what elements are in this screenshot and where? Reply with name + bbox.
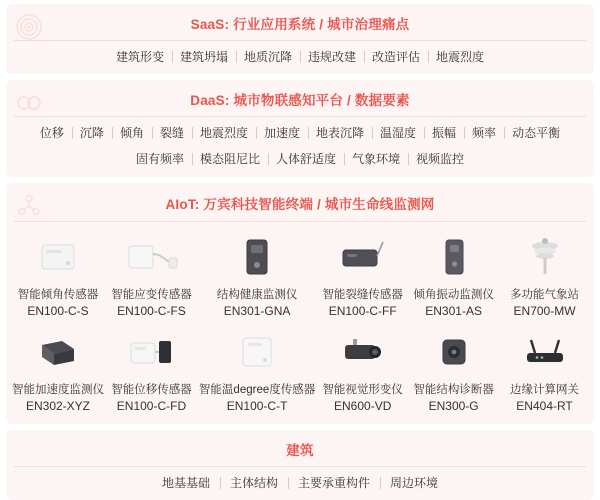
- device-name: 智能应变传感器: [111, 289, 192, 301]
- tag-item[interactable]: 倾角: [112, 124, 152, 142]
- device-name: 倾角振动监测仪: [413, 289, 494, 301]
- tag-item[interactable]: 频率: [464, 124, 504, 142]
- tag-item[interactable]: 建筑坍塌: [172, 48, 236, 66]
- device-model: EN100-C-FD: [116, 399, 187, 413]
- daas-title-rest: 城市物联感知平台 / 数据要素: [229, 93, 410, 108]
- tag-item[interactable]: 建筑形变: [115, 50, 164, 64]
- aiot-title-rest: 万宾科技智能终端 / 城市生命线监测网: [199, 197, 435, 212]
- saas-band-title: [6, 4, 594, 40]
- device-cell[interactable]: [317, 228, 408, 319]
- infinity-icon: [14, 88, 44, 118]
- tag-item[interactable]: 固有频率: [135, 152, 184, 166]
- device-name: 智能结构诊断器: [413, 384, 494, 396]
- aiot-title-prefix: AIoT:: [165, 197, 200, 212]
- device-name: 智能加速度监测仪: [12, 384, 104, 396]
- accelerometer-icon: [12, 323, 104, 381]
- tag-item[interactable]: 主体结构: [220, 474, 288, 492]
- daas-tag-row-1: [6, 117, 594, 150]
- tag-item[interactable]: 动态平衡: [504, 124, 568, 142]
- tag-item[interactable]: 模态阻尼比: [192, 150, 268, 168]
- tag-item[interactable]: 沉降: [72, 124, 112, 142]
- footer-band: [6, 430, 594, 500]
- device-model: EN301-AS: [425, 304, 482, 318]
- temperature-sensor-icon: [199, 323, 315, 381]
- device-name: 智能倾角传感器: [17, 289, 99, 301]
- tag-item[interactable]: 违规改建: [300, 48, 364, 66]
- gateway-router-icon: [501, 323, 588, 381]
- device-model: EN100-C-FF: [328, 304, 397, 318]
- structural-health-monitor-icon: [199, 228, 315, 286]
- device-name: 多功能气象站: [510, 289, 580, 301]
- saas-title-prefix: SaaS:: [190, 17, 230, 32]
- device-model: EN100-C-S: [27, 304, 89, 318]
- tag-item[interactable]: 气象环境: [344, 150, 408, 168]
- saas-tag-row: [6, 41, 594, 74]
- device-cell[interactable]: [106, 323, 197, 414]
- device-model: EN301-GNA: [223, 304, 291, 318]
- footer-tag-row: [6, 467, 594, 500]
- device-name: 智能位移传感器: [111, 384, 192, 396]
- footer-title: 建筑: [286, 443, 314, 458]
- daas-band-title: [6, 80, 594, 116]
- device-grid: [6, 222, 594, 424]
- device-model: EN404-RT: [516, 399, 573, 413]
- daas-title-prefix: DaaS:: [190, 93, 230, 108]
- device-name: 智能裂缝传感器: [322, 289, 403, 301]
- device-cell[interactable]: [408, 323, 499, 414]
- device-name: 结构健康监测仪: [216, 289, 298, 301]
- tag-item[interactable]: 地震烈度: [428, 48, 492, 66]
- device-name: 边缘计算网关: [510, 384, 580, 396]
- tag-item[interactable]: 人体舒适度: [268, 150, 344, 168]
- device-cell[interactable]: [106, 228, 197, 319]
- aiot-band-title: [6, 183, 594, 221]
- device-cell[interactable]: [197, 228, 317, 319]
- vibration-monitor-icon: [410, 228, 497, 286]
- daas-tag-row-2: [6, 150, 594, 177]
- device-model: EN600-VD: [334, 399, 392, 413]
- device-cell[interactable]: [10, 228, 106, 319]
- tilt-sensor-icon: [12, 228, 104, 286]
- displacement-sensor-icon: [108, 323, 195, 381]
- device-name: 智能视觉形变仪: [322, 384, 403, 396]
- device-model: EN700-MW: [513, 304, 576, 318]
- target-rings-icon: [14, 12, 44, 42]
- saas-band: [6, 4, 594, 74]
- saas-title-rest: 行业应用系统 / 城市治理痛点: [229, 17, 410, 32]
- molecule-icon: [14, 191, 44, 221]
- daas-band: [6, 80, 594, 177]
- device-model: EN300-G: [428, 399, 479, 413]
- tag-item[interactable]: 改造评估: [364, 48, 428, 66]
- aiot-band: [6, 183, 594, 424]
- tag-item[interactable]: 主要承重构件: [288, 474, 380, 492]
- tag-item[interactable]: 加速度: [256, 124, 308, 142]
- device-cell[interactable]: [10, 323, 106, 414]
- device-model: EN100-C-FS: [117, 304, 186, 318]
- device-model: EN100-C-T: [226, 399, 288, 413]
- tag-item[interactable]: 地基基础: [161, 476, 210, 490]
- device-name: 智能温degree度传感器: [198, 384, 316, 396]
- diagnostic-device-icon: [410, 323, 497, 381]
- tag-item[interactable]: 视频监控: [408, 150, 472, 168]
- tag-item[interactable]: 地质沉降: [236, 48, 300, 66]
- tag-item[interactable]: 裂缝: [152, 124, 192, 142]
- tag-item[interactable]: 地表沉降: [308, 124, 372, 142]
- camera-icon: [319, 323, 406, 381]
- tag-item[interactable]: 周边环境: [380, 474, 448, 492]
- crack-sensor-icon: [319, 228, 406, 286]
- device-model: EN302-XYZ: [25, 399, 91, 413]
- tag-item[interactable]: 振幅: [424, 124, 464, 142]
- tag-item[interactable]: 温湿度: [372, 124, 424, 142]
- tag-item[interactable]: 地震烈度: [192, 124, 256, 142]
- device-cell[interactable]: [408, 228, 499, 319]
- device-cell[interactable]: [499, 228, 590, 319]
- strain-sensor-icon: [108, 228, 195, 286]
- tag-item[interactable]: 位移: [39, 126, 64, 140]
- device-cell[interactable]: [197, 323, 317, 414]
- weather-station-icon: [501, 228, 588, 286]
- device-cell[interactable]: [499, 323, 590, 414]
- device-cell[interactable]: [317, 323, 408, 414]
